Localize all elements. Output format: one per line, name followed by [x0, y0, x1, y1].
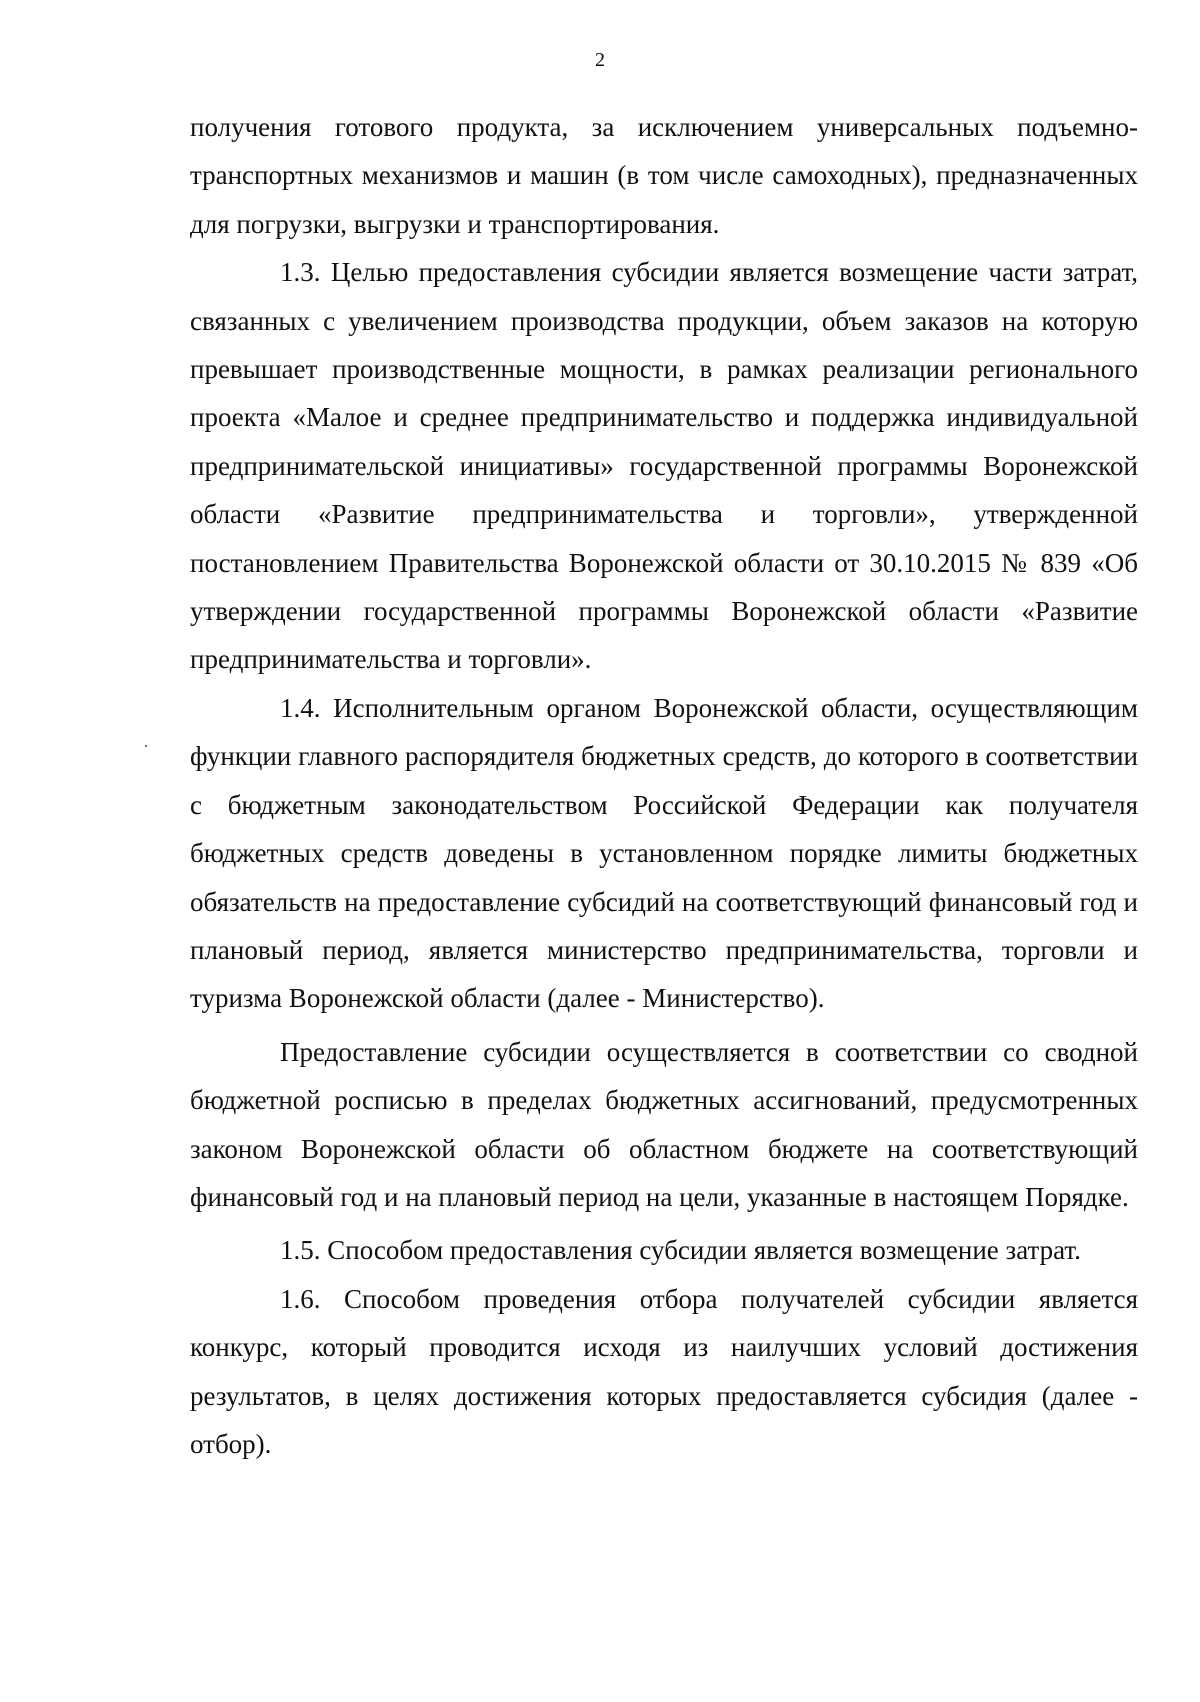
- paragraph-1-4: 1.4. Исполнительным органом Воронежской области, осуществляющим функции главного распорядителя бюджетных средств, до которого в соответствии с бюджетным законодательством Российской Федерации как получателя бюджетных средств доведены в установленном порядке лимиты бюджетных обязательств на предоставление субсидий на соответствующий финансовый год и плановый период, является министерство предпринимательства, торговли и туризма Воронежской области (далее - Министерство).: [190, 692, 1138, 1014]
- paragraph-continuation: получения готового продукта, за исключением универсальных подъемно-транспортных механизмов и машин (в том числе самоходных), предназначенных для погрузки, выгрузки и транспортирования.: [190, 112, 1138, 239]
- paragraph-1-6: 1.6. Способом проведения отбора получателей субсидии является конкурс, который проводится исходя из наилучших условий достижения результатов, в целях достижения которых предоставляется субсидия (далее - отбор).: [190, 1283, 1138, 1459]
- document-body: [190, 103, 1138, 1468]
- paragraph-subsidy-provision: Предоставление субсидии осуществляется в соответствии со сводной бюджетной росписью в пределах бюджетных ассигнований, предусмотренных законом Воронежской области об областном бюджете на соответствующий финансовый год и на плановый период на цели, указанные в настоящем Порядке.: [190, 1036, 1138, 1212]
- page-number: 2: [595, 49, 605, 71]
- paragraph-1-3: 1.3. Целью предоставления субсидии является возмещение части затрат, связанных с увеличением производства продукции, объем заказов на которую превышает производственные мощности, в рамках реализации регионального проекта «Малое и среднее предпринимательство и поддержка индивидуальной предпринимательской инициативы» государственной программы Воронежской области «Развитие предпринимательства и торговли», утвержденной постановлением Правительства Воронежской области от 30.10.2015 № 839 «Об утверждении государственной программы Воронежской области «Развитие предпринимательства и торговли».: [190, 257, 1138, 675]
- paragraph-1-5: 1.5. Способом предоставления субсидии является возмещение затрат.: [280, 1235, 1081, 1266]
- scan-dot: [145, 745, 147, 747]
